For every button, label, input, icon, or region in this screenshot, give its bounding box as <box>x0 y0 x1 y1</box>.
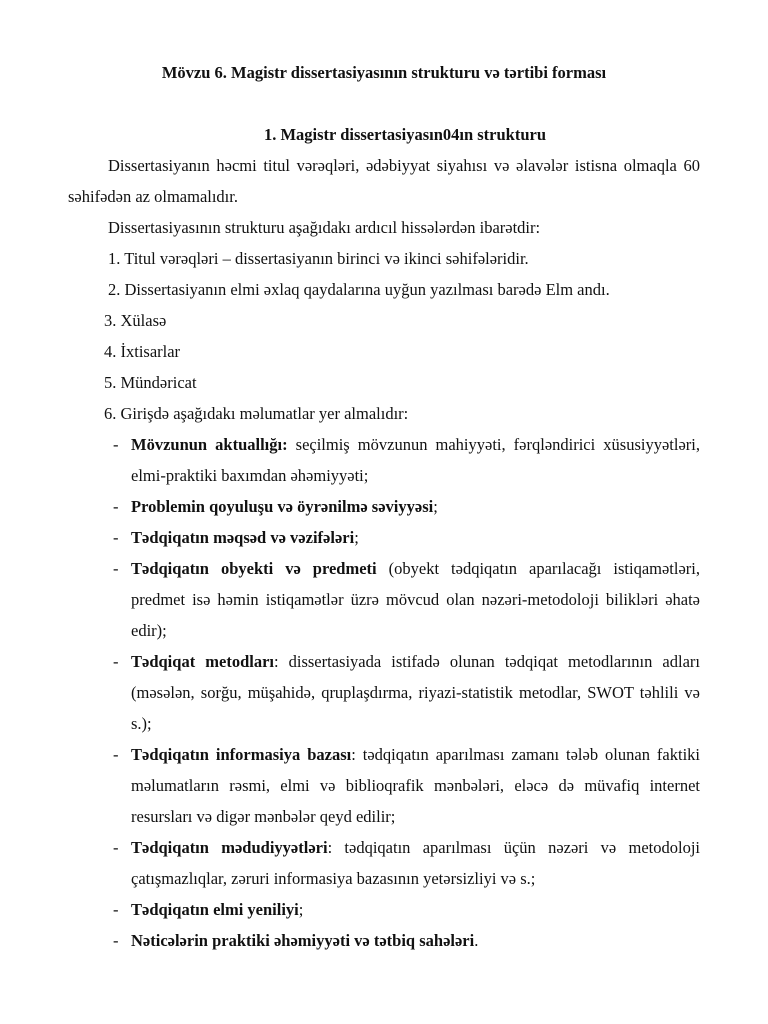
list-item: 5. Mündəricat <box>104 373 197 392</box>
bullet-marker: - <box>113 838 119 857</box>
bullet-item <box>68 739 700 832</box>
bullet-text: ; <box>433 497 438 516</box>
section-heading: 1. Magistr dissertasiyasın04ın strukturu <box>263 125 547 144</box>
bullet-term: Tədqiqatın mədudiyyətləri <box>131 838 328 857</box>
bullet-marker: - <box>113 931 119 950</box>
bullet-marker: - <box>113 745 119 764</box>
bullet-item <box>68 553 700 646</box>
bullet-text: : tədqiqatın aparılması zamanı tələb olunan faktiki məlumatların rəsmi, elmi və biblioqrafik mənbələri, eləcə də müvafiq internet resursları və digər mənbələr qeyd edilir; <box>131 745 700 826</box>
bullet-term: Nəticələrin praktiki əhəmiyyəti və tətbiq sahələri <box>131 931 475 950</box>
bullet-marker: - <box>113 652 119 671</box>
document-body <box>68 150 700 956</box>
bullet-marker: - <box>113 900 119 919</box>
list-item: 1. Titul vərəqləri – dissertasiyanın birinci və ikinci səhifələridir. <box>108 249 529 268</box>
bullet-term: Tədqiqat metodları <box>131 652 274 671</box>
bullet-text: (obyekt tədqiqatın aparılacağı istiqamətləri, predmet isə həmin istiqamətlər üzrə mövcud olan nəzəri-metodoloji bilikləri əhatə edir); <box>131 559 700 640</box>
bullet-text: : tədqiqatın aparılması üçün nəzəri və metodoloji çatışmazlıqlar, zəruri informasiya bazasının yetərsizliyi və s.; <box>131 838 701 888</box>
bullet-item <box>68 646 700 739</box>
bullet-term: Tədqiqatın məqsəd və vəzifələri <box>131 528 355 547</box>
bullet-item <box>68 429 700 491</box>
bullet-term: Mövzunun aktuallığı: <box>131 435 288 454</box>
list-item: 4. İxtisarlar <box>104 342 181 361</box>
bullet-text: seçilmiş mövzunun mahiyyəti, fərqləndirici xüsusiyyətləri, elmi-praktiki baxımdan əhəmiyyəti; <box>131 435 700 485</box>
bullet-term: Tədqiqatın obyekti və predmeti <box>131 559 377 578</box>
bullet-text: : dissertasiyada istifadə olunan tədqiqat metodlarının adları (məsələn, sorğu, müşahidə, qruplaşdırma, riyazi-statistik metodlar, SWOT təhlili və s.); <box>131 652 700 733</box>
bullet-item <box>68 491 700 522</box>
bullet-item <box>68 832 700 894</box>
page-title: Mövzu 6. Magistr dissertasiyasının strukturu və tərtibi forması <box>161 63 607 82</box>
structure-intro: Dissertasiyasının strukturu aşağıdakı ardıcıl hissələrdən ibarətdir: <box>108 218 541 237</box>
bullet-term: Tədqiqatın informasiya bazası <box>131 745 352 764</box>
bullet-term: Tədqiqatın elmi yeniliyi <box>131 900 299 919</box>
intro-paragraph: Dissertasiyanın həcmi titul vərəqləri, ədəbiyyat siyahısı və əlavələr istisna olmaqla 60 səhifədən az olmamalıdır. <box>68 156 700 206</box>
list-item: 3. Xülasə <box>104 311 167 330</box>
bullet-item <box>68 925 700 956</box>
list-item: 2. Dissertasiyanın elmi əxlaq qaydalarına uyğun yazılması barədə Elm andı. <box>108 280 610 299</box>
bullet-marker: - <box>113 497 119 516</box>
bullet-marker: - <box>113 435 119 454</box>
introduction-bullet-list <box>68 429 700 956</box>
list-item: 6. Girişdə aşağıdakı məlumatlar yer almalıdır: <box>104 404 409 423</box>
bullet-marker: - <box>113 528 119 547</box>
bullet-item <box>68 894 700 925</box>
bullet-item <box>68 522 700 553</box>
bullet-text: ; <box>354 528 359 547</box>
bullet-text: . <box>474 931 479 950</box>
bullet-term: Problemin qoyuluşu və öyrənilmə səviyyəsi <box>131 497 434 516</box>
bullet-text: ; <box>298 900 304 919</box>
bullet-marker: - <box>113 559 119 578</box>
